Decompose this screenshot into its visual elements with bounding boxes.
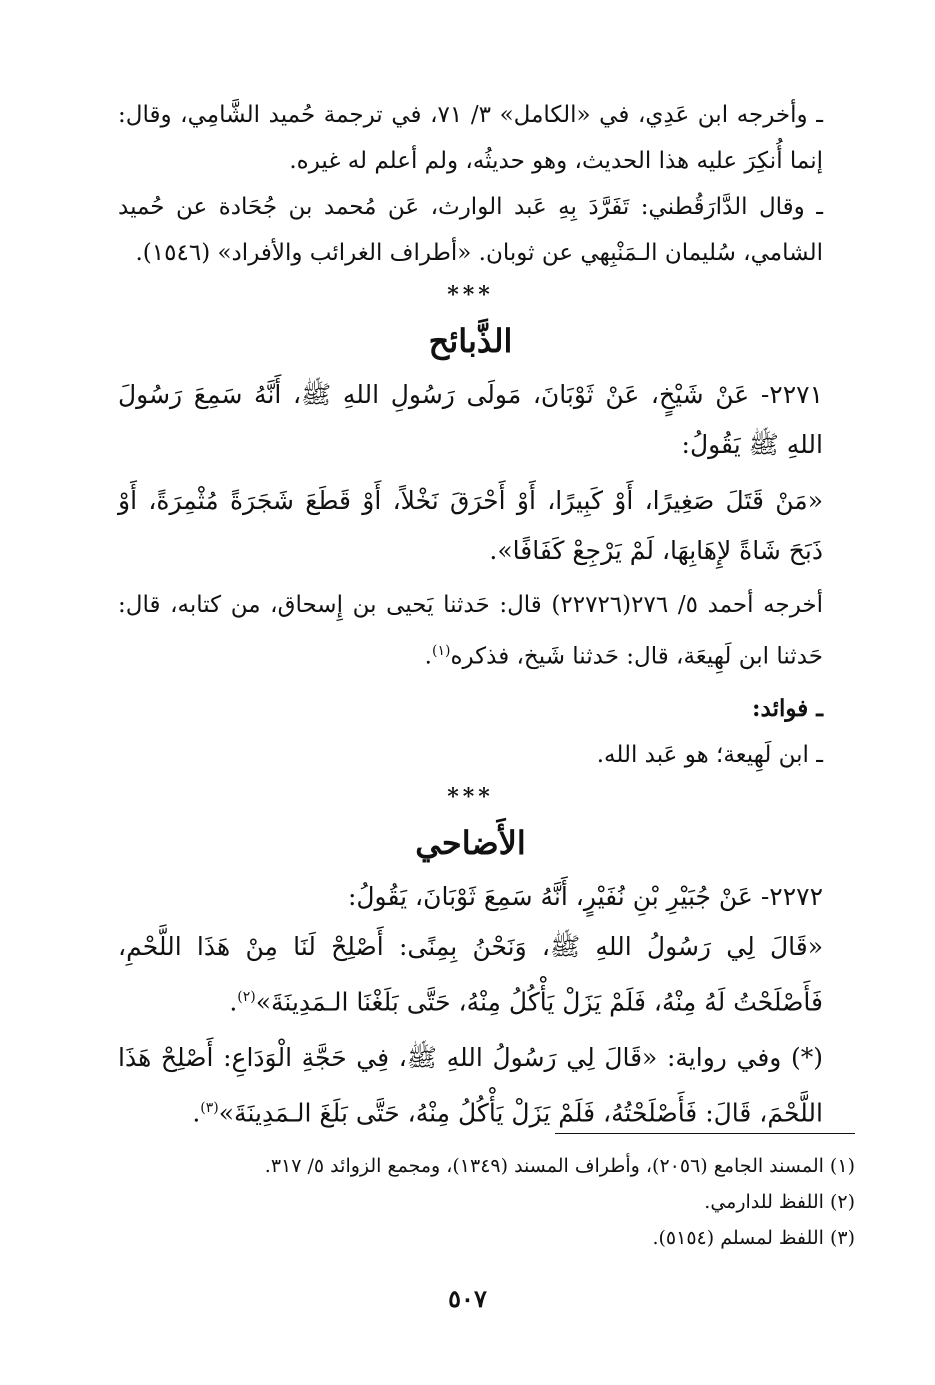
section-separator: *** [447,282,494,308]
paragraph-kamil-note: ـ وأخرجه ابن عَدِي، في «الكامل» ٣/ ٧١، في ترجمة حُميد الشَّامِي، وقال: إنما أُنكِرَ عليه هذا الحديث، وهو حديثُه، ولم أعلم له غيره. [118,102,824,174]
variant-body: (*) وفي رواية: «قَالَ لِي رَسُولُ اللهِ ﷺ، فِي حَجَّةِ الْوَدَاعِ: أَصْلِحْ هَذَا اللَّحْمَ، قَالَ: فَأَصْلَحْتُهُ، فَلَمْ يَزَلْ يَأْكُلُ مِنْهُ، حَتَّى بَلَغَ الـمَدِينَةَ» [118,1042,823,1128]
footnote-mark-2: (٢) [237,988,256,1005]
hadith-2271-source: أخرجه أحمد ٥/ ٢٧٦(٢٢٧٢٦) قال: حَدثنا يَحيى بن إِسحاق، من كتابه، قال: حَدثنا ابن لَهِيعَة، قال: حَدثنا شَيخ، فذكره$^{(١)}$. [118,592,824,670]
hadith-2271-text: «مَنْ قَتَلَ صَغِيرًا، أَوْ كَبِيرًا، أَوْ أَحْرَقَ نَخْلاً، أَوْ قَطَعَ شَجَرَةً مُثْمِرَةً، أَوْ ذَبَحَ شَاةً لإِهَابِهَا، لَمْ يَرْجِعْ كَفَافًا». [118,486,823,565]
benefit-item: ـ ابن لَهِيعة؛ هو عَبد الله. [596,741,823,768]
hadith-2272-intro: ٢٢٧٢- عَنْ جُبَيْرِ بْنِ نُفَيْرٍ، أَنَّهُ سَمِعَ ثَوْبَانَ، يَقُولُ: [347,881,823,911]
footnote-3: (٣) اللفظ لمسلم (٥١٥٤). [652,1227,855,1249]
section-heading-slaughter: الذَّبائح [428,322,513,360]
hadith-2272-text: «قَالَ لِي رَسُولُ اللهِ ﷺ، وَنَحْنُ بِمِنًى: أَصْلِحْ لَنَا مِنْ هَذَا اللَّحْمِ، فَأَصْلَحْتُ لَهُ مِنْهُ، فَلَمْ يَزَلْ يَأْكُلُ مِنْهُ، حَتَّى بَلَغْنَا الـمَدِينَةَ»$^{(٢)}$. [118,931,823,1016]
page-number: ٥٠٧ [448,1284,487,1313]
footnote-2: (٢) اللفظ للدارمي. [704,1191,855,1213]
benefits-title: ـ فوائد: [752,694,823,722]
paragraph-daraqutni-note: ـ وقال الدَّارَقُطني: تَفَرَّدَ بِهِ عَبد الوارث، عَن مُحمد بن جُحَادة عن حُميد الشامي، سُليمان الـمَنْبِهي عن ثوبان. «أطراف الغرائب والأفراد» (١٥٤٦). [118,194,823,266]
footnote-divider [555,1133,855,1134]
footnote-1: (١) المسند الجامع (٢٠٥٦)، وأطراف المسند (١٣٤٩)، ومجمع الزوائد ٥/ ٣١٧. [264,1155,855,1177]
section-heading-sacrifices: الأَضاحي [415,823,526,862]
footnote-mark-3: (٣) [200,1099,219,1116]
hadith-2272-body: «قَالَ لِي رَسُولُ اللهِ ﷺ، وَنَحْنُ بِمِنًى: أَصْلِحْ لَنَا مِنْ هَذَا اللَّحْمِ، فَأَصْلَحْتُ لَهُ مِنْهُ، فَلَمْ يَزَلْ يَأْكُلُ مِنْهُ، حَتَّى بَلَغْنَا الـمَدِينَةَ» [118,931,823,1016]
hadith-2272-variant: (*) وفي رواية: «قَالَ لِي رَسُولُ اللهِ ﷺ، فِي حَجَّةِ الْوَدَاعِ: أَصْلِحْ هَذَا اللَّحْمَ، قَالَ: فَأَصْلَحْتُهُ، فَلَمْ يَزَلْ يَأْكُلُ مِنْهُ، حَتَّى بَلَغَ الـمَدِينَةَ»$^{(٣)}$. [118,1042,823,1128]
footnotes [118,1148,855,1256]
section-separator-2: *** [447,783,494,810]
source-text: أخرجه أحمد ٥/ ٢٧٦(٢٢٧٢٦) قال: حَدثنا يَحيى بن إِسحاق، من كتابه، قال: حَدثنا ابن لَهِيعَة، قال: حَدثنا شَيخ، فذكره [118,592,824,670]
hadith-2271-intro: ٢٢٧١- عَنْ شَيْخٍ، عَنْ ثَوْبَانَ، مَولَى رَسُولِ اللهِ ﷺ، أَنَّهُ سَمِعَ رَسُولَ اللهِ ﷺ يَقُولُ: [118,380,823,459]
footnote-mark-1: (١) [431,643,451,659]
